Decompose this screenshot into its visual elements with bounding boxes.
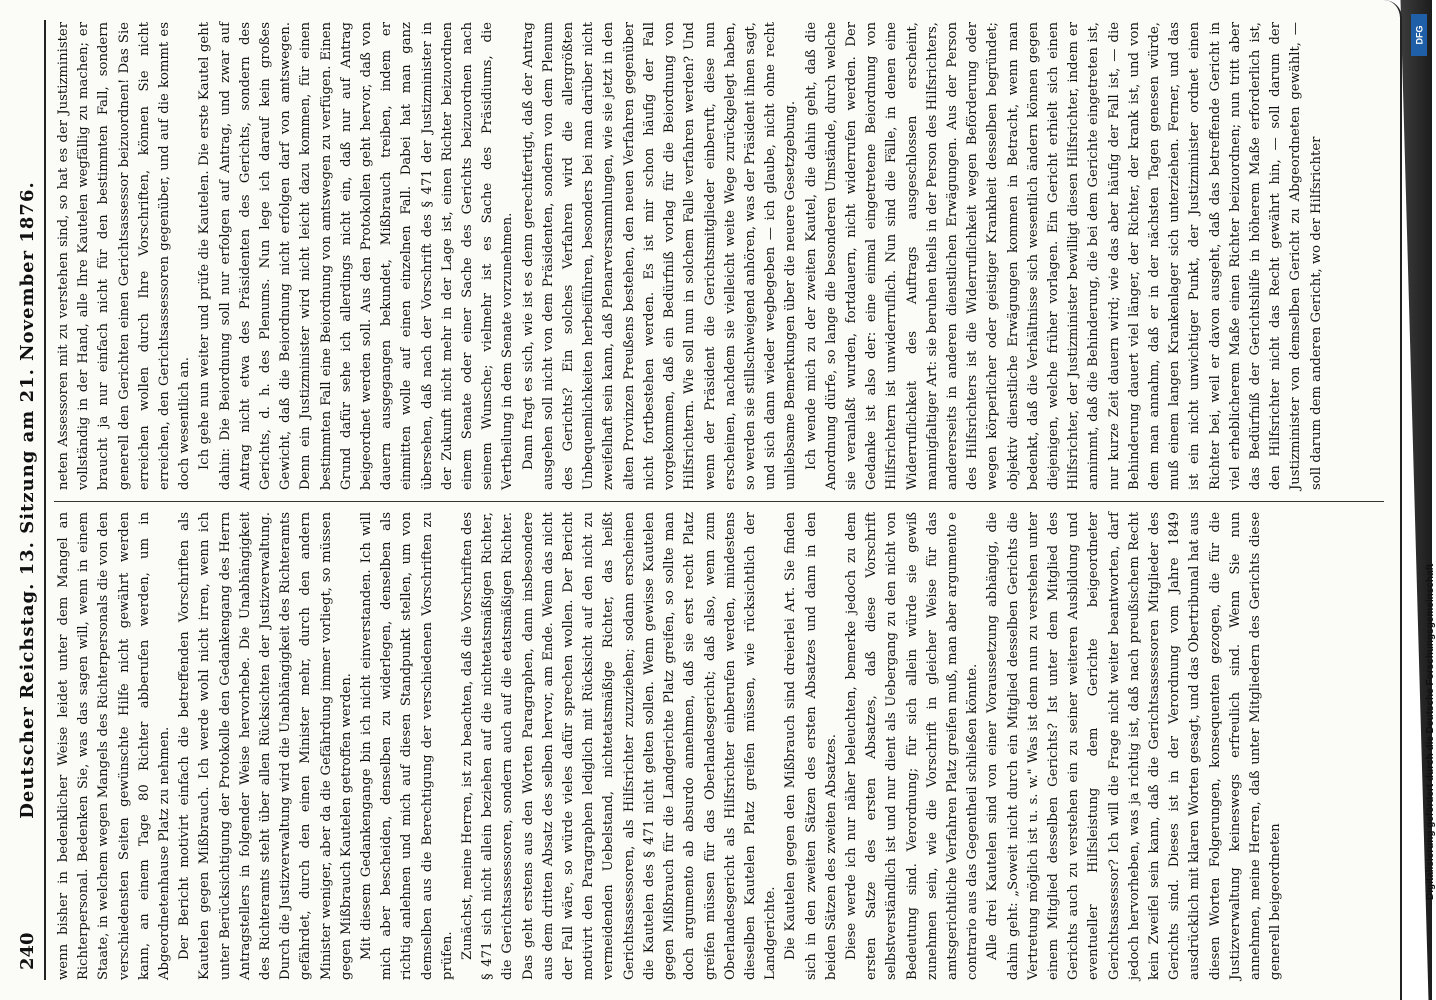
left-column [54,512,1384,980]
page-content [10,20,1390,980]
paragraph: Ich gehe nun weiter und prüfe die Kautelen. Die erste Kautel geht dahin: Die Beiordnung soll nur erfolgen auf Antrag, und zwar auf Antrag nicht etwa des Präsidenten des Gerichts, sondern des Gerichts, d. h. des Plenums. Nun lege ich darauf kein großes Gewicht, daß die Beiordnung nicht erfolgen darf von amtswegen. Denn ein Justizminister wird nicht leicht dazu kommen, für einen bestimmten Fall eine Beiordnung von amtswegen zu verfügen. Einen Grund dafür sehe ich allerdings nicht ein, daß nur auf Antrag beigeordnet werden soll. Aus den Protokollen geht hervor, daß von dauern ausgegangen bekundet, Mißbrauch treiben, indem er einmitten wolle auf einen einzelnen Fall. Dabei hat man ganz übersehen, daß nach der Vorschrift des § 471 der Justizminister in der Zukunft nicht mehr in der Lage ist, einen Richter beizuordnen einem Senate oder einer Sache des Gerichts beizuordnen nach seinem Wunsche; vielmehr ist es Sache des Präsidiums, die Vertheilung in dem Senate vorzunehmen. [197,22,516,490]
paragraph: wenn bisher in bedenklicher Weise leidet unter dem Mangel an Richterpersonal. Bedenken Sie, was das sagen will, wenn in einem Staate, in welchem wegen Mangels des Richterpersonals die von den verschiedensten Seiten gewünschte Hilfe nicht gewährt werden kann, an einem Tage 80 Richter abberufen werden, um in Abgeordnetenhause Platz zu nehmen. [56,512,173,980]
page-title: Deutscher Reichstag. 13. Sitzung am 21. November 1876. [16,181,38,819]
page-header [10,20,46,980]
paragraph: Die Kautelen gegen den Mißbrauch sind dreierlei Art. Sie finden sich in den zweiten Sätzen des ersten Absatzes und dann in den beiden Sätzen des zweiten Absatzes. [783,512,839,980]
paragraph: Zunächst, meine Herren, ist zu beachten, daß die Vorschriften des § 471 sich nicht allein beziehen auf die nichtetatsmäßigen Richter, die Gerichtsassessoren, sondern auch auf die etatsmäßigen Richter. Das geht erstens aus den Worten Paragraphen, dann insbesondere aus dem dritten Absatz des selben hervor, am Ende. Wenn das nicht der Fall wäre, so würde vieles dafür sprechen wollen. Der Bericht motivirt den Paragraphen lediglich mit Rücksicht auf den nicht zu vermeidenden Uebelstand, nichtetatsmäßige Richter, das heißt Gerichtsassessoren, als Hilfsrichter zuzuziehen; sodann erscheinen die Kautelen des § 471 nicht gelten sollen. Wenn gewisse Kautelen gegen Mißbrauch für die Landgerichte Platz greifen, so sollte man doch argumento ab absurdo annehmen, daß sie erst recht Platz greifen müssen für das Oberlandesgericht; daß also, wenn zum Oberlandesgericht als Hilfsrichter einberufen werden, mindestens dieselben Kautelen Platz greifen müssen, wie rücksichtlich der Landgerichte. [460,512,779,980]
rotated-page [10,20,1390,980]
paragraph: neten Assessoren mit zu verstehen sind, so hat es der Justizminister vollständig in der Hand, alle Ihre Kautelen wegfällig zu machen; er braucht ja nur einfach nicht für den bestimmten Fall, sondern generell den Gerichten einen Gerichtsassessor beizuordnen! Das Sie erreichen wollen durch Ihre Vorschriften, können Sie nicht erreichen, den Gerichtsassessoren gegenüber, und auf die kommt es doch wesentlich an. [56,22,193,490]
page-number: 240 [16,932,38,970]
right-column [54,22,1384,490]
column-divider [54,501,1384,502]
paragraph: Dann fragt es sich, wie ist es denn gerechtfertigt, daß der Antrag ausgehen soll nicht von dem Präsidenten, sondern von dem Plenum des Gerichts? Ein solches Verfahren wird die allergrößten Unbequemlichkeiten herbeiführen, besonders bei man darüber nicht zweifelhaft sein kann, daß Plenarversammlungen, wie sie jetzt in den alten Provinzen Preußens bestehen, den neuen Verfahren gegenüber nicht fortbestehen werden. Es ist mir schon häufig der Fall vorgekommen, daß ein Bedürfniß vorlag für die Beiordnung von Hilfsrichtern. Wie soll nun in solchem Falle verfahren werden? Und wenn der Präsident die Gerichtsmitglieder einberuft, diese nun erscheinen, nachdem sie vielleicht weite Wege zurückgelegt haben, so werden sie stillschweigend anhören, was der Präsident ihnen sagt, und sich dann wieder wegbegeben — ich glaube, nicht ohne recht unliebsame Bemerkungen über die neuere Gesetzgebung. [520,22,799,490]
text-columns [54,20,1384,980]
paragraph: Mit diesem Gedankengange bin ich nicht einverstanden. Ich will mich aber bescheiden, denselben zu widerlegen, denselben als richtig anlehnen und mich auf diesen Standpunkt stellen, um von demselben aus die Berechtigung der verschiedenen Vorschriften zu prüfen. [359,512,455,980]
paragraph: Diese werde ich nur näher beleuchten, bemerke jedoch zu dem ersten Satze des ersten Absatzes, daß diese Vorschrift selbstverständlich ist und nur dient als Uebergang zu den nicht von Bedeutung sind. Verordnung; für sich allein würde sie gewiß zunehmen sein, wie die Vorschrift in gleicher Weise für das amtsgerichtliche Verfahren Platz greifen muß, man aber argumento e contrario aus das Gegentheil schließen könnte. [843,512,981,980]
digitization-credit: Digitalisierung gefördert durch die Deutsche Forschungsgemeinschaft [1425,563,1436,900]
paragraph: Der Bericht motivirt einfach die betreffenden Vorschriften als Kautelen gegen Mißbrauch. Ich werde wohl nicht irren, wenn ich unter Berücksichtigung der Protokolle den Gedankengang des Herrn Antragstellers in folgender Weise hervorhebe. Die Unabhängigkeit des Richteramts steht über allen Rücksichten der Justizverwaltung. Durch die Justizverwaltung wird die Unabhängigkeit des Richteramts gefährdet, durch den einen Minister mehr, durch den andern Minister weniger, aber da die Gefährdung immer vorliegt, so müssen gegen Mißbrauch Kautelen getroffen werden. [177,512,354,980]
paragraph: Alle drei Kautelen sind von einer Voraussetzung abhängig, die dahin geht: „Soweit nicht durch ein Mitglied desselben Gerichts die Vertretung möglich ist u. s. w." Was ist denn nun zu verstehen unter einem Mitglied desselben Gerichts? Ist unter dem Mitglied des Gerichts auch zu verstehen ein zu seiner weiteren Ausbildung und eventueller Hilfsleistung dem Gerichte beigeordneter Gerichtsassessor? Ich will die Frage nicht weiter beantworten, darf jedoch hervorheben, was ja richtig ist, daß nach preußischem Recht kein Zweifel sein kann, daß die Gerichtsassessoren Mitglieder des Gerichts sind. Dieses ist in der Verordnung vom Jahre 1849 ausdrücklich mit klaren Worten gesagt, und das Obertribunal hat aus diesen Worten Folgerungen, konsequenten gezogen, die für die Justizverwaltung keineswegs erfreulich sind. Wenn Sie nun annehmen, meine Herren, daß unter Mitgliedern des Gerichts diese generell beigeordneten [985,512,1284,980]
dfg-logo [1411,14,1427,56]
paragraph: Ich wende mich zu der zweiten Kautel, die dahin geht, daß die Anordnung dürfe, so lange die besonderen Umstände, durch welche sie veranlaßt wurden, fortdauern, nicht widerrufen werden. Der Gedanke ist also der: eine einmal eingetretene Beiordnung von Hilfsrichtern ist unwiderruflich. Nun sind die Fälle, in denen eine Widerruflichkeit des Auftrags ausgeschlossen erscheint, mannigfaltiger Art: sie beruhen theils in der Person des Hilfsrichters, andererseits in anderen dienstlichen Erwägungen. Aus der Person des Hilfsrichters ist die Widerruflichkeit wegen Beförderung oder wegen körperlicher oder geistiger Krankheit desselben begründet; objektiv dienstliche Erwägungen kommen in Betracht, wenn man bedenkt, daß die Verhältnisse sich wesentlich ändern können gegen diejenigen, welche früher vorlagen. Ein Gericht erhielt sich einen Hilfsrichter, der Justizminister bewilligt diesen Hilfsrichter, indem er annimmt, daß die Behinderung, die bei dem Gerichte eingetreten ist, nur kurze Zeit dauern wird; wie das aber häufig der Fall ist, — die Behinderung dauert viel länger, der Richter, der krank ist, und von dem man annahm, daß er in der nächsten Tagen genesen würde, muß einem langen Krankenlager sich unterziehen. Ferner, und das ist ein nicht unwichtiger Punkt, der Justizminister ordnet einen Richter bei, weil er davon ausgeht, daß das betreffende Gericht in viel erheblicherem Maße einen Richter beizuordnen; nun tritt aber das Bedürfniß der Gerichtshilfe in höherem Maße erforderlich ist, den Hilfsrichter nicht das Recht gewährt hin, — soll darum der Justizminister von demselben Gericht zu Abgeordneten gewählt, — soll darum dem anderen Gericht, wo der Hilfsrichter [803,22,1324,490]
dfg-logo-text: DFG [1414,25,1424,45]
